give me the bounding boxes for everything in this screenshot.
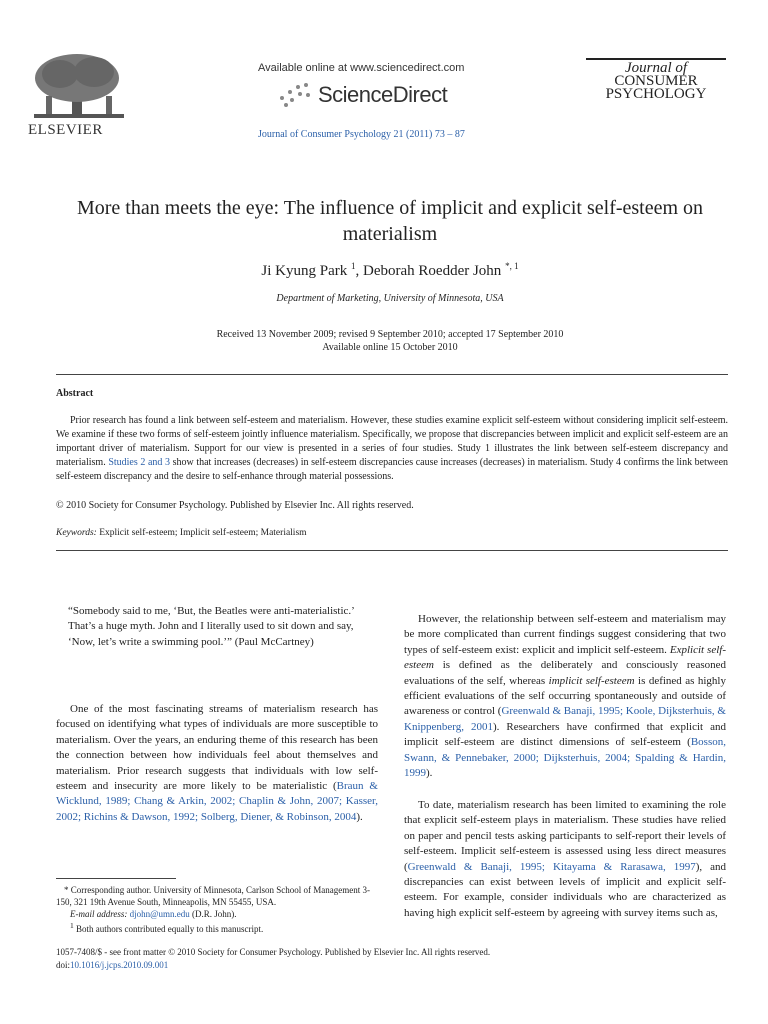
body-paragraph: However, the relationship between self-esteem and materialism may be more complicated than current findings suggest considering that two types of self-esteem exist: explicit and implicit self-esteem. Explicit self-esteem is defined as the deliberately and consciously reasoned evaluations of the self, whereas implicit self-esteem is defined as highly efficient evaluations of the self occurring spontaneously and outside of awareness or control (Greenwald & Banaji, 1995; Koole, Dijksterhuis, & Knippenberg, 2001). Researchers have confirmed that explicit and implicit self-esteem are distinct dimensions of self-esteem (Bosson, Swann, & Pennebaker, 2000; Dijksterhuis, 2004; Spalding & Hardin, 1999).: [404, 613, 726, 780]
received-dates: Received 13 November 2009; revised 9 September 2010; accepted 17 September 2010: [216, 329, 564, 340]
footnote-mark: 1: [70, 921, 74, 930]
abstract-copyright: © 2010 Society for Consumer Psychology. Published by Elsevier Inc. All rights reserved.: [56, 500, 414, 511]
abstract-heading: Abstract: [56, 388, 94, 399]
divider: [56, 550, 728, 551]
contribution-note: Both authors contributed equally to this manuscript.: [76, 924, 264, 934]
citation-link[interactable]: Braun & Wicklund, 1989; Chang & Arkin, 2002; Chaplin & John, 2007; Kasser, 2002; Richins & Dawson, 1992; Solberg, Diener, & Robinson, 2004: [56, 780, 378, 823]
body-paragraph: To date, materialism research has been limited to examining the role that explicit self-esteem plays in materialism. These studies have relied on paper and pencil tests asking participants to self-report their levels of self-esteem. Implicit self-esteem is assessed using less direct measures (Greenwald & Banaji, 1995; Kitayama & Rarasawa, 1997), and discrepancies can exist between levels of implicit and explicit self-esteem. For example, consider individuals who are characterized as having high explicit self-esteem by agreeing with survey items such as,: [404, 799, 726, 919]
keywords: [56, 528, 307, 538]
sciencedirect-logo[interactable]: [276, 80, 447, 110]
citation-link[interactable]: Greenwald & Banaji, 1995; Koole, Dijksterhuis, & Knippenberg, 2001: [404, 705, 726, 733]
citation-link[interactable]: Studies 2 and 3: [108, 457, 171, 469]
footnotes: * Corresponding author. University of Minnesota, Carlson School of Management 3-150, 321 19th Avenue South, Minneapolis, MN 55455, USA. E-mail address: djohn@umn.edu (D.R. John). $^1$ Both authors contributed equally to this manuscript.: [56, 884, 378, 935]
publisher-name: ELSEVIER: [28, 122, 103, 138]
citation-link[interactable]: Greenwald & Banaji, 1995; Kitayama & Rarasawa, 1997: [407, 860, 696, 873]
author-affiliation: Department of Marketing, University of Minnesota, USA: [276, 293, 504, 304]
journal-logo-line1: Journal of: [624, 60, 688, 76]
epigraph-quote: “Somebody said to me, ‘But, the Beatles were anti-materialistic.’ That’s a huge myth. John and I literally used to sit down and say, ‘Now, let’s write a swimming pool.’” (Paul McCartney): [68, 605, 355, 648]
page-footer: 1057-7408/$ - see front matter © 2010 Society for Consumer Psychology. Published by Elsevier Inc. All rights reserved. doi:10.1016/j.jcps.2010.09.001: [56, 946, 728, 971]
divider: [56, 374, 728, 375]
body-paragraph: One of the most fascinating streams of materialism research has focused on identifying what types of individuals are more susceptible to materialism. Over the years, an enduring theme of this research has been the connection between how individuals feel about themselves and materialism. Prior research suggests that individuals with low self-esteem and insecurity are more likely to be materialistic (Braun & Wicklund, 1989; Chang & Arkin, 2002; Chaplin & John, 2007; Kasser, 2002; Richins & Dawson, 1992; Solberg, Diener, & Robinson, 2004).: [56, 703, 378, 823]
journal-logo-line2: CONSUMER: [614, 73, 698, 89]
doi-link[interactable]: 10.1016/j.jcps.2010.09.001: [70, 959, 169, 970]
abstract-text: Prior research has found a link between self-esteem and materialism. However, these studies examine explicit self-esteem without considering implicit self-esteem. We examine if these two forms of self-esteem jointly influence materialism. Specifically, we propose that discrepancies between implicit and explicit self-esteem are an important driver of materialism. Support for our view is presented in a series of four studies. Study 1 illustrates the link between self-esteem discrepancy and materialism. Studies 2 and 3 show that increases (decreases) in self-esteem discrepancies cause increases (decreases) in materialism. Study 4 confirms the link between self-esteem discrepancy and the desire to self-enhance through material possessions.: [56, 415, 729, 483]
sciencedirect-dots-icon: [276, 81, 312, 109]
available-online-text[interactable]: Available online at www.sciencedirect.com: [258, 62, 465, 74]
author-list: Ji Kyung Park $^1$, Deborah Roedder John $^{*, 1}$: [261, 261, 519, 279]
email-link[interactable]: djohn@umn.edu: [129, 909, 190, 919]
author-footnote-mark[interactable]: 1: [351, 261, 356, 271]
sciencedirect-wordmark: ScienceDirect: [318, 82, 448, 107]
author-name: Ji Kyung Park: [261, 263, 348, 279]
corresponding-author-note: * Corresponding author. University of Minnesota, Carlson School of Management 3-150, 321 19th Avenue South, Minneapolis, MN 55455, USA.: [56, 885, 370, 907]
available-online-date: Available online 15 October 2010: [322, 342, 458, 353]
author-footnote-mark[interactable]: *, 1: [505, 261, 519, 271]
footnote-divider: [56, 878, 176, 879]
front-matter-line: 1057-7408/$ - see front matter © 2010 Society for Consumer Psychology. Published by Elsevier Inc. All rights reserved.: [56, 947, 491, 957]
elsevier-tree-logo: [24, 52, 134, 122]
journal-logo-line3: PSYCHOLOGY: [605, 86, 707, 102]
journal-reference[interactable]: Journal of Consumer Psychology 21 (2011) 73 – 87: [258, 129, 465, 140]
email-label: E-mail address:: [70, 909, 128, 919]
keywords-text: Explicit self-esteem; Implicit self-esteem; Materialism: [96, 528, 307, 538]
article-dates: [60, 328, 720, 354]
keywords-label: Keywords:: [56, 528, 97, 538]
journal-logo: [586, 58, 726, 101]
citation-link[interactable]: Bosson, Swann, & Pennebaker, 2000; Dijksterhuis, 2004; Spalding & Hardin, 1999: [404, 736, 726, 780]
article-title: More than meets the eye: The influence of implicit and explicit self-esteem on materialism: [76, 197, 704, 245]
author-name: Deborah Roedder John: [363, 263, 502, 279]
